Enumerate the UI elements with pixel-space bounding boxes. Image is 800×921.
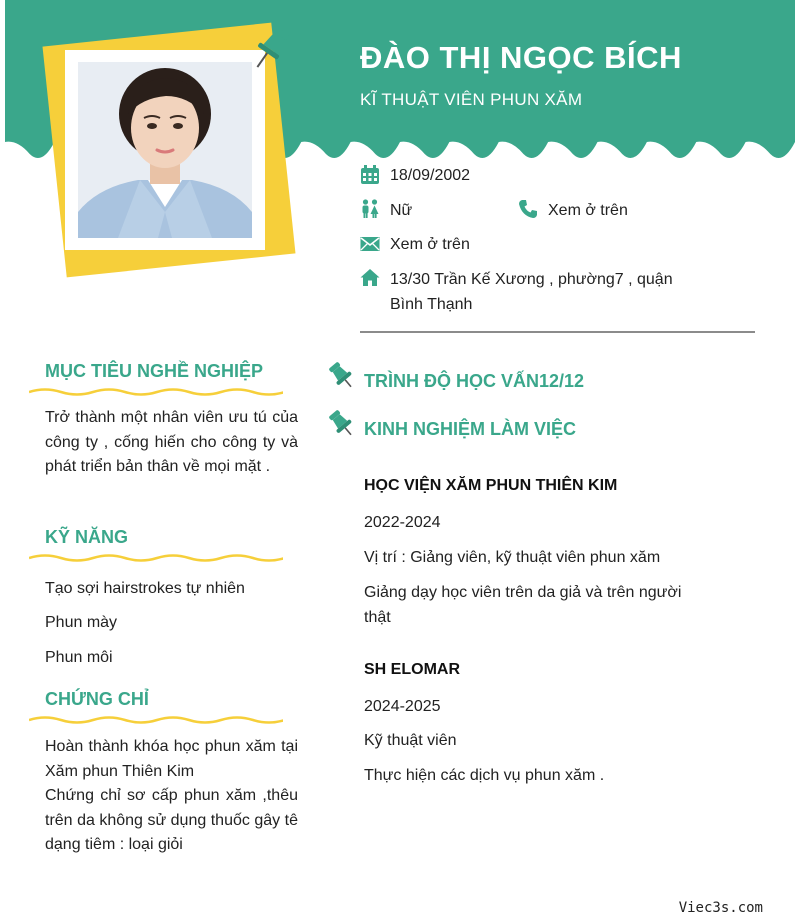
home-icon — [360, 268, 380, 288]
objective-title: MỤC TIÊU NGHỀ NGHIỆP — [45, 361, 264, 381]
skill-item: Phun mày — [45, 614, 118, 631]
gender: Nữ — [390, 202, 413, 219]
job-title: KĨ THUẬT VIÊN PHUN XĂM — [360, 90, 583, 109]
footer-site: Viec3s.com — [678, 900, 763, 916]
certificates-underline — [29, 714, 283, 726]
phone: Xem ở trên — [548, 202, 628, 219]
skill-item: Tạo sợi hairstrokes tự nhiên — [45, 580, 245, 597]
company-name: HỌC VIỆN XĂM PHUN THIÊN KIM — [364, 477, 618, 494]
skill-item: Phun môi — [45, 649, 113, 666]
objective-underline — [29, 386, 283, 398]
pushpin-icon — [250, 25, 290, 73]
certificate-2: Chứng chỉ sơ cấp phun xăm ,thêu trên da không sử dụng thuốc gây tê dạng tiêm : loại giỏi — [45, 787, 298, 853]
experience-title: KINH NGHIỆM LÀM VIỆC — [364, 419, 577, 439]
pushpin-icon — [328, 361, 356, 391]
skills-underline — [29, 552, 283, 564]
birthday: 18/09/2002 — [390, 167, 471, 184]
email-icon — [360, 234, 380, 254]
job-role: Vị trí : Giảng viên, kỹ thuật viên phun xăm — [364, 549, 661, 566]
header-divider — [360, 331, 755, 333]
job-role: Kỹ thuật viên — [364, 732, 457, 749]
phone-icon — [518, 199, 538, 219]
certificates-title: CHỨNG CHỈ — [45, 689, 149, 709]
job-description: Thực hiện các dịch vụ phun xăm . — [364, 767, 605, 784]
photo-frame — [65, 50, 265, 250]
job-period: 2022-2024 — [364, 514, 441, 531]
skills-title: KỸ NĂNG — [45, 527, 129, 547]
profile-photo — [78, 62, 252, 238]
job-period: 2024-2025 — [364, 698, 441, 715]
job-description: Giảng dạy học viên trên da giả và trên người thật — [364, 584, 682, 626]
address-line-1: 13/30 Trần Kế Xương , phường7 , quận — [390, 271, 673, 288]
candidate-name: ĐÀO THỊ NGỌC BÍCH — [360, 40, 682, 75]
company-name: SH ELOMAR — [364, 661, 460, 678]
calendar-icon — [360, 165, 380, 185]
email: Xem ở trên — [390, 236, 470, 253]
education-title: TRÌNH ĐỘ HỌC VẤN12/12 — [364, 371, 585, 391]
address-line-2: Bình Thạnh — [390, 296, 473, 313]
objective-text: Trở thành một nhân viên ưu tú của công ty , cống hiến cho công ty và phát triển bản thân về mọi mặt . — [45, 409, 298, 475]
pushpin-icon — [328, 409, 356, 439]
certificate-1: Hoàn thành khóa học phun xăm tại Xăm phun Thiên Kim — [45, 738, 298, 780]
gender-icon — [360, 199, 380, 219]
